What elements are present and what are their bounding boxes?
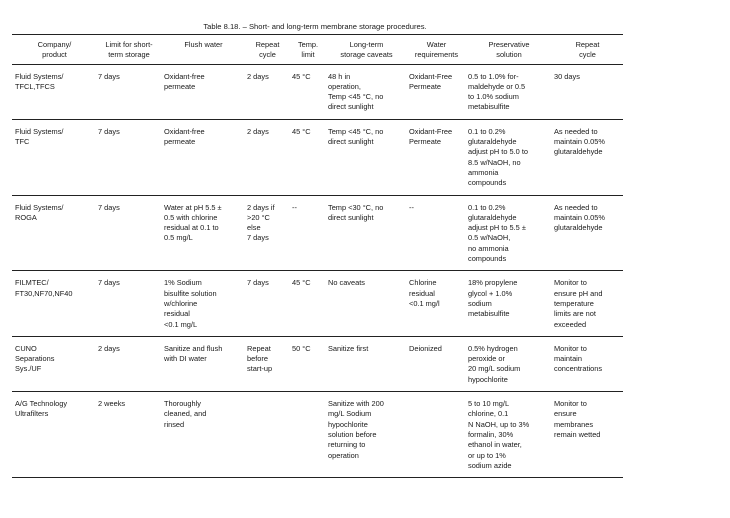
table-caption: Table 8.18. – Short- and long-term membrane storage procedures. xyxy=(203,22,427,31)
table-cell: 2 days xyxy=(245,64,290,119)
table-cell: 0.5 to 1.0% for- maldehyde or 0.5 to 1.0% sodium metabisulfite xyxy=(466,64,552,119)
table-cell: Monitor to ensure pH and temperature limits are not exceeded xyxy=(552,271,623,336)
table-cell: 2 weeks xyxy=(96,392,162,478)
table-cell: Sanitize and flush with DI water xyxy=(162,336,245,391)
header-row xyxy=(12,35,623,65)
table-cell: Oxidant-free permeate xyxy=(162,119,245,195)
table-cell: 2 days xyxy=(96,336,162,391)
table-cell: FILMTEC/ FT30,NF70,NF40 xyxy=(12,271,96,336)
table-cell: Fluid Systems/ ROGA xyxy=(12,195,96,271)
col-short-term-limit: Limit for short- term storage xyxy=(96,35,162,65)
table-row xyxy=(12,392,623,478)
table-cell: Fluid Systems/ TFCL,TFCS xyxy=(12,64,96,119)
table-cell: Deionized xyxy=(407,336,466,391)
table-row xyxy=(12,119,623,195)
table-cell: 1% Sodium bisulfite solution w/chlorine residual <0.1 mg/L xyxy=(162,271,245,336)
table-cell xyxy=(407,392,466,478)
table-cell: Oxidant-Free Permeate xyxy=(407,64,466,119)
table-cell: Monitor to maintain concentrations xyxy=(552,336,623,391)
table-cell: 45 °C xyxy=(290,271,326,336)
col-water-requirements: Water requirements xyxy=(407,35,466,65)
table-cell: Water at pH 5.5 ± 0.5 with chlorine residual at 0.1 to 0.5 mg/L xyxy=(162,195,245,271)
table-cell: 2 days if >20 °C else 7 days xyxy=(245,195,290,271)
table-cell: 0.5% hydrogen peroxide or 20 mg/L sodium hypochlorite xyxy=(466,336,552,391)
table-cell: 45 °C xyxy=(290,64,326,119)
col-preservative-repeat: Repeat cycle xyxy=(552,35,623,65)
table-cell: 2 days xyxy=(245,119,290,195)
table-cell: 0.1 to 0.2% glutaraldehyde adjust pH to 5.5 ± 0.5 w/NaOH, no ammonia compounds xyxy=(466,195,552,271)
col-temp-limit: Temp. limit xyxy=(290,35,326,65)
table-cell: 5 to 10 mg/L chlorine, 0.1 N NaOH, up to 3% formalin, 30% ethanol in water, or up to 1% sodium azide xyxy=(466,392,552,478)
table-cell: A/G Technology Ultrafilters xyxy=(12,392,96,478)
table-cell: Fluid Systems/ TFC xyxy=(12,119,96,195)
table-cell: CUNO Separations Sys./UF xyxy=(12,336,96,391)
table-cell: Sanitize first xyxy=(326,336,407,391)
col-flush-water: Flush water xyxy=(162,35,245,65)
table-cell: 7 days xyxy=(96,271,162,336)
table-cell: 0.1 to 0.2% glutaraldehyde adjust pH to 5.0 to 8.5 w/NaOH, no ammonia compounds xyxy=(466,119,552,195)
table-cell xyxy=(245,392,290,478)
col-company: Company/ product xyxy=(12,35,96,65)
table-cell: 30 days xyxy=(552,64,623,119)
table-cell: 7 days xyxy=(96,195,162,271)
table-cell: Temp <30 °C, no direct sunlight xyxy=(326,195,407,271)
table-cell: 7 days xyxy=(245,271,290,336)
table-cell: 7 days xyxy=(96,64,162,119)
col-preservative: Preservative solution xyxy=(466,35,552,65)
col-repeat-cycle: Repeat cycle xyxy=(245,35,290,65)
table-cell: Sanitize with 200 mg/L Sodium hypochlorite solution before returning to operation xyxy=(326,392,407,478)
table-cell xyxy=(290,392,326,478)
table-cell: Temp <45 °C, no direct sunlight xyxy=(326,119,407,195)
table-cell: Oxidant-Free Permeate xyxy=(407,119,466,195)
table-cell: As needed to maintain 0.05% glutaraldehyde xyxy=(552,195,623,271)
table-cell: Monitor to ensure membranes remain wetted xyxy=(552,392,623,478)
table-cell: Repeat before start-up xyxy=(245,336,290,391)
table-row xyxy=(12,195,623,271)
table-cell: Chlorine residual <0.1 mg/l xyxy=(407,271,466,336)
table-cell: 18% propylene glycol + 1.0% sodium metabisulfite xyxy=(466,271,552,336)
table-cell: Oxidant-free permeate xyxy=(162,64,245,119)
table-cell: -- xyxy=(290,195,326,271)
table-row xyxy=(12,271,623,336)
table-cell: No caveats xyxy=(326,271,407,336)
col-long-term-caveats: Long-term storage caveats xyxy=(326,35,407,65)
table-cell: 45 °C xyxy=(290,119,326,195)
table-row xyxy=(12,64,623,119)
table-cell: As needed to maintain 0.05% glutaraldehyde xyxy=(552,119,623,195)
table-cell: 50 °C xyxy=(290,336,326,391)
table-cell: 7 days xyxy=(96,119,162,195)
table-row xyxy=(12,336,623,391)
table-cell: 48 h in operation, Temp <45 °C, no direct sunlight xyxy=(326,64,407,119)
storage-procedures-table xyxy=(12,34,623,478)
table-cell: Thoroughly cleaned, and rinsed xyxy=(162,392,245,478)
table-cell: -- xyxy=(407,195,466,271)
